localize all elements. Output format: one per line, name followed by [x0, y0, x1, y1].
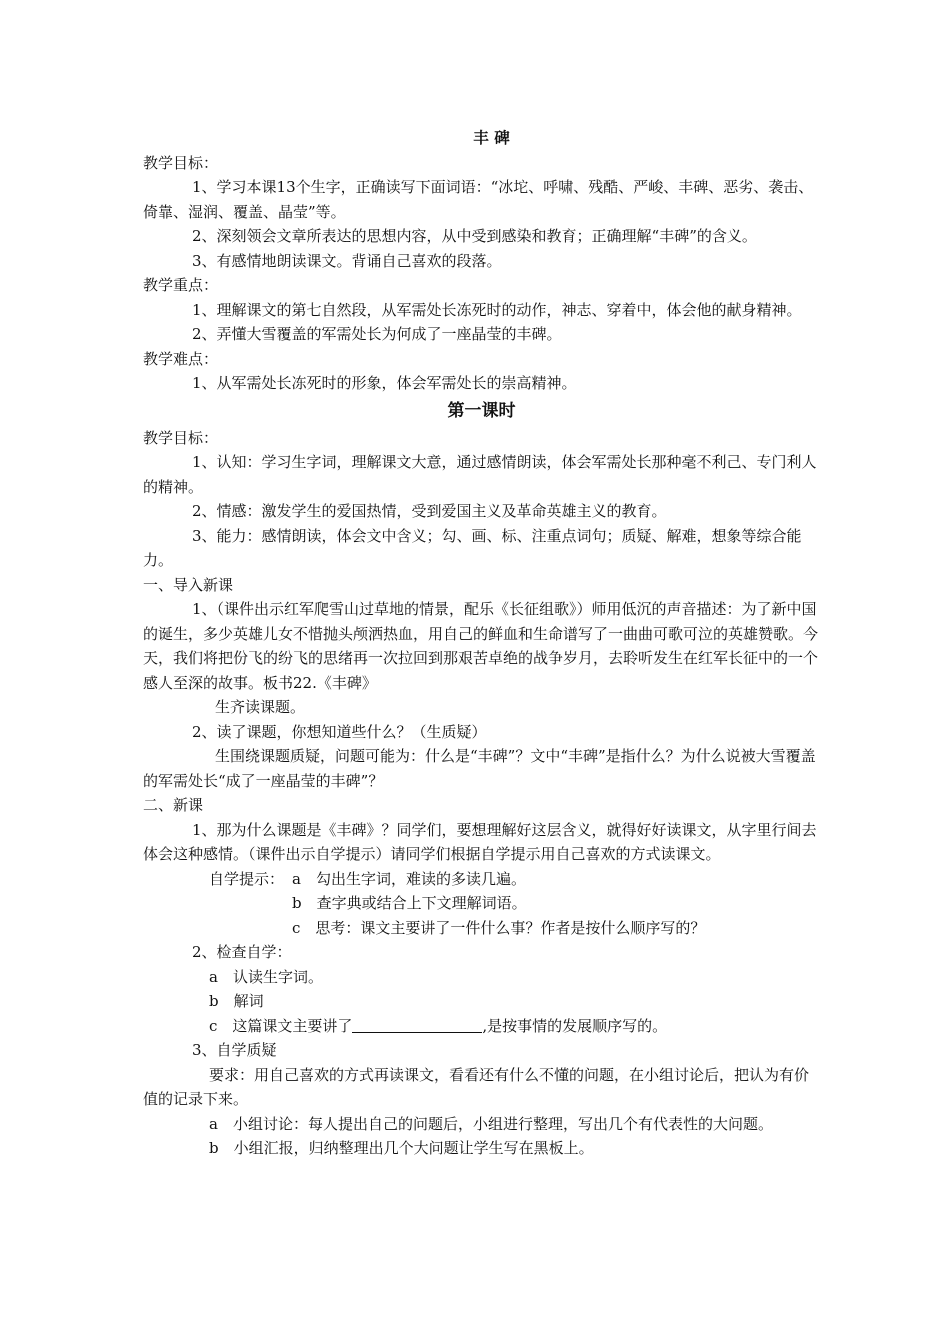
goal-item: 2、深刻领会文章所表达的思想内容，从中受到感染和教育；正确理解“丰碑”的含义。: [192, 227, 757, 245]
lesson-title: 第一课时: [447, 400, 516, 421]
hard-heading: 教学难点：: [143, 349, 219, 368]
hard-item: 1、从军需处长冻死时的形象，体会军需处长的崇高精神。: [192, 374, 577, 392]
hint-block: [143, 867, 820, 941]
hint-item: b 查字典或结合上下文理解词语。: [292, 894, 527, 912]
lesson-goal-item: 2、情感：激发学生的爱国热情，受到爱国主义及革命英雄主义的教育。: [192, 502, 667, 520]
hint-label: 自学提示：: [209, 869, 285, 888]
section-1-heading: 一、导入新课: [143, 575, 234, 594]
key-item: 1、理解课文的第七自然段，从军需处长冻死时的动作，神志、穿着中，体会他的献身精神。: [192, 300, 802, 319]
check-heading: 2、检查自学：: [192, 943, 292, 961]
fill-blank: [352, 1017, 482, 1033]
section-1-paragraph: 2、读了课题，你想知道些什么？（生质疑）: [192, 722, 487, 741]
check-item: [143, 1014, 820, 1039]
key-item: 2、弄懂大雪覆盖的军需处长为何成了一座晶莹的丰碑。: [192, 325, 562, 343]
doc-title: 丰 碑: [473, 128, 510, 147]
check-item-text: ,是按事情的发展顺序写的。: [482, 1016, 668, 1035]
section-2-heading: 二、新课: [143, 796, 204, 814]
lesson-goals-heading: 教学目标：: [143, 428, 219, 447]
lesson-goal-item: 3、能力：感情朗读，体会文中含义；勾、画、标、注重点词句；质疑、解难，想象等综合能力。: [143, 526, 802, 569]
question-heading: 3、自学质疑: [192, 1041, 277, 1059]
section-1-paragraph: 1、（课件出示红军爬雪山过草地的情景，配乐《长征组歌》）师用低沉的声音描述：为了新中国的诞生，多少英雄儿女不惜抛头颅洒热血，用自己的鲜血和生命谱写了一曲曲可歌可泣的英雄赞歌。今天，我们将把份飞的纷飞的思绪再一次拉回到那艰苦卓绝的战争岁月，去聆听发生在红军长征中的一个感人至深的故事。板书22.《丰碑》: [143, 600, 819, 692]
goals-heading: 教学目标：: [143, 153, 219, 172]
check-item: a 认读生字词。: [209, 967, 323, 986]
check-item-text: c 这篇课文主要讲了: [209, 1016, 353, 1035]
section-1-paragraph: 生齐读课题。: [215, 698, 306, 716]
section-2-paragraph: 1、那为什么课题是《丰碑》？同学们，要想理解好这层含义，就得好好读课文，从字里行间去体会这种感情。（课件出示自学提示）请同学们根据自学提示用自己喜欢的方式读课文。: [143, 820, 817, 863]
key-heading: 教学重点：: [143, 276, 219, 294]
goal-item: 3、有感情地朗读课文。背诵自己喜欢的段落。: [192, 251, 502, 270]
section-1-paragraph: 生围绕课题质疑，问题可能为：什么是“丰碑”？文中“丰碑”是指什么？为什么说被大雪覆盖的军需处长“成了一座晶莹的丰碑”？: [143, 747, 816, 790]
hint-item: a 勾出生字词，难读的多读几遍。: [292, 869, 526, 888]
lesson-goal-item: 1、认知：学习生字词，理解课文大意，通过感情朗读，体会军需处长那种毫不利己、专门利人的精神。: [143, 453, 817, 496]
question-item: b 小组汇报，归纳整理出几个大问题让学生写在黑板上。: [209, 1139, 594, 1157]
question-item: a 小组讨论：每人提出自己的问题后，小组进行整理，写出几个有代表性的大问题。: [209, 1114, 773, 1133]
goal-item: 1、学习本课13个生字，正确读写下面词语：“冰坨、呼啸、残酷、严峻、丰碑、恶劣、袭击、倚靠、湿润、覆盖、晶莹”等。: [143, 178, 814, 221]
hint-item: c 思考：课文主要讲了一件什么事？作者是按什么顺序写的？: [292, 918, 706, 937]
check-item: b 解词: [209, 992, 264, 1010]
question-requirement: 要求：用自己喜欢的方式再读课文，看看还有什么不懂的问题，在小组讨论后，把认为有价值的记录下来。: [143, 1065, 810, 1108]
